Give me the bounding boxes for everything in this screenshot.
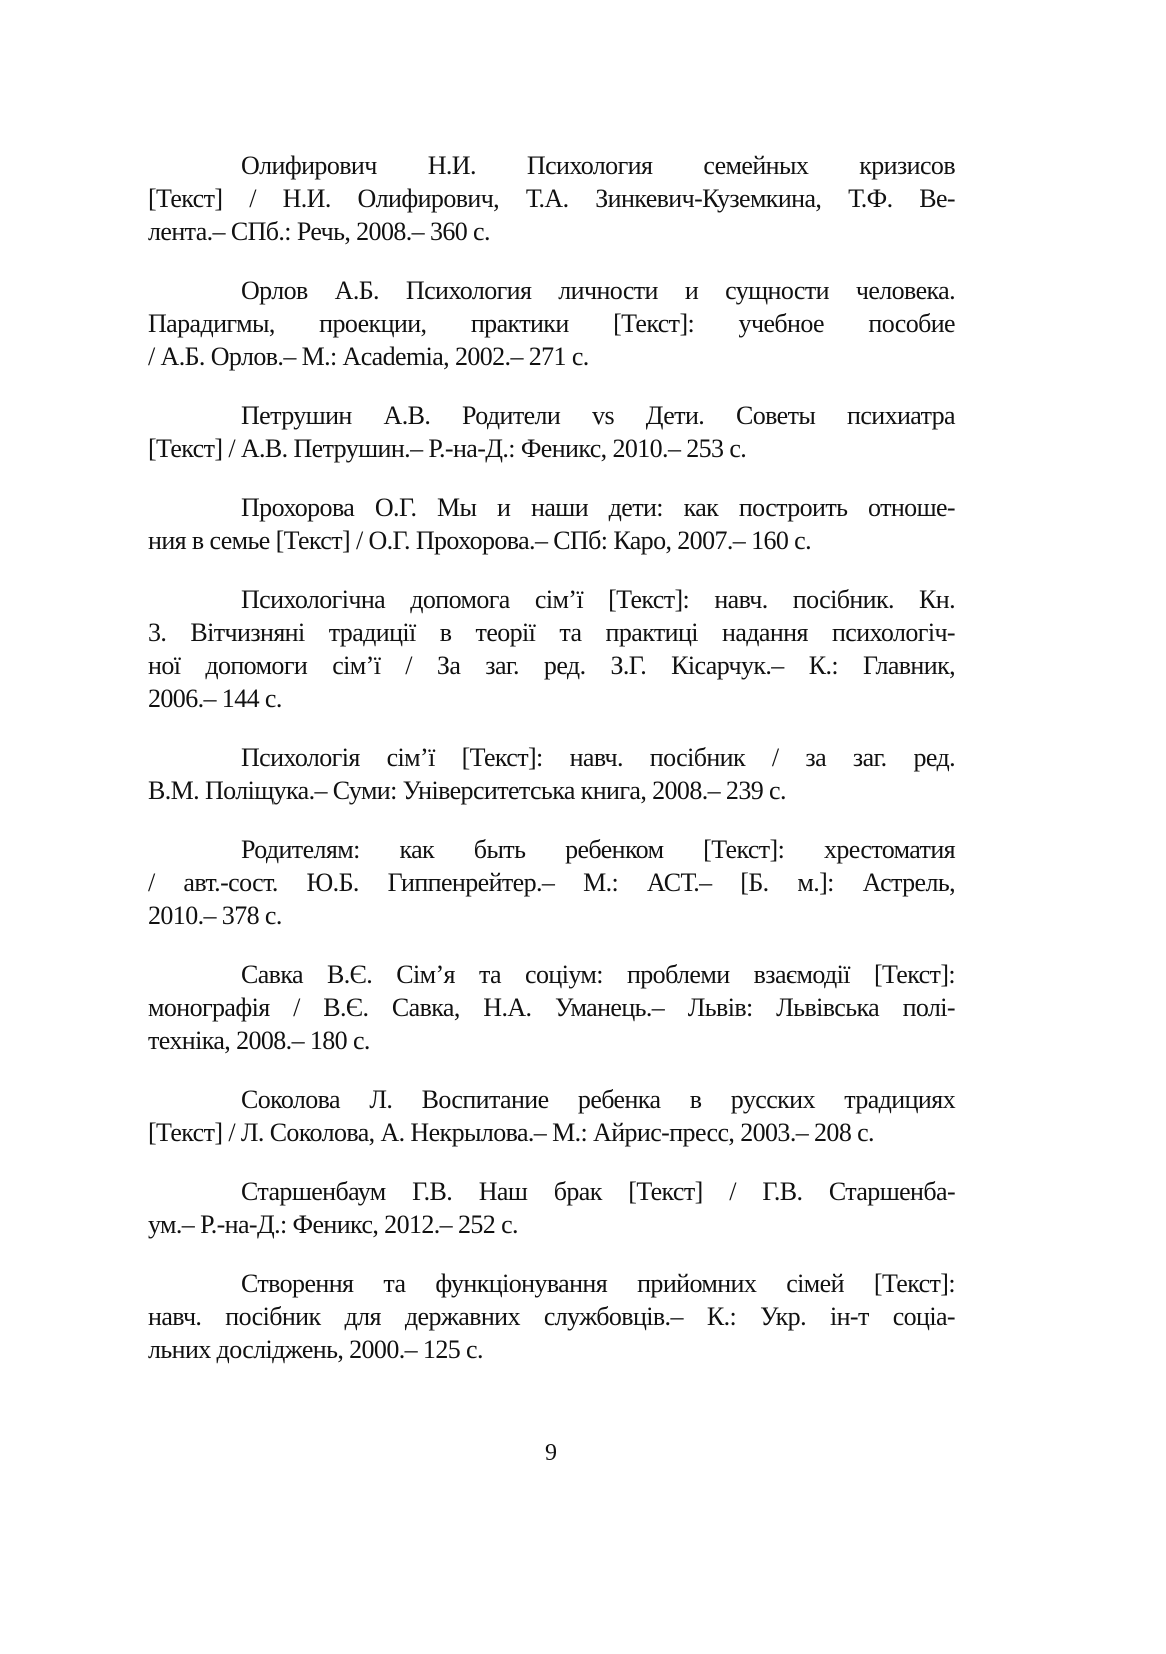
bibliography-entry bbox=[148, 833, 955, 932]
entry-line: ної допомоги сім’ї / За заг. ред. З.Г. Кісарчук.– К.: Главник, bbox=[148, 651, 955, 680]
entry-line: Психологія сім’ї [Текст]: навч. посібник / за заг. ред. bbox=[241, 743, 955, 772]
entry-line: Парадигмы, проекции, практики [Текст]: учебное пособие bbox=[148, 309, 955, 338]
bibliography-entry bbox=[148, 149, 955, 248]
bibliography-entry bbox=[148, 399, 955, 465]
entry-line: [Текст] / Н.И. Олифирович, Т.А. Зинкевич-Куземкина, Т.Ф. Ве- bbox=[148, 184, 955, 213]
entry-line: [Текст] / Л. Соколова, А. Некрылова.– М.: Айрис-пресс, 2003.– 208 с. bbox=[148, 1118, 874, 1147]
entry-line: ния в семье [Текст] / О.Г. Прохорова.– СПб: Каро, 2007.– 160 с. bbox=[148, 526, 812, 555]
page-number: 9 bbox=[545, 1440, 557, 1466]
entry-line: [Текст] / А.В. Петрушин.– Р.-на-Д.: Феникс, 2010.– 253 с. bbox=[148, 434, 747, 463]
bibliography-entry bbox=[148, 1083, 955, 1149]
bibliography-entry bbox=[148, 274, 955, 373]
entry-line: монографія / В.Є. Савка, Н.А. Уманець.– Львів: Львівська полі- bbox=[148, 993, 955, 1022]
entry-line: Психологічна допомога сім’ї [Текст]: навч. посібник. Кн. bbox=[241, 585, 955, 614]
entry-line: ум.– Р.-на-Д.: Феникс, 2012.– 252 с. bbox=[148, 1210, 518, 1239]
entry-line: лента.– СПб.: Речь, 2008.– 360 с. bbox=[148, 217, 490, 246]
bibliography-entry bbox=[148, 958, 955, 1057]
entry-line: / А.Б. Орлов.– М.: Academia, 2002.– 271 с. bbox=[148, 342, 589, 371]
bibliography-entry bbox=[148, 583, 955, 715]
entry-line: Родителям: как быть ребенком [Текст]: хрестоматия bbox=[241, 835, 955, 864]
entry-line: Петрушин А.В. Родители vs Дети. Советы психиатра bbox=[241, 401, 955, 430]
entry-line: Прохорова О.Г. Мы и наши дети: как построить отноше- bbox=[241, 493, 955, 522]
entry-line: / авт.-сост. Ю.Б. Гиппенрейтер.– М.: АСТ.– [Б. м.]: Астрель, bbox=[148, 868, 955, 897]
entry-line: техніка, 2008.– 180 с. bbox=[148, 1026, 370, 1055]
entry-line: Савка В.Є. Сім’я та соціум: проблеми взаємодії [Текст]: bbox=[241, 960, 955, 989]
entry-line: Створення та функціонування прийомних сімей [Текст]: bbox=[241, 1269, 955, 1298]
entry-line: Олифирович Н.И. Психология семейных кризисов bbox=[241, 151, 955, 180]
entry-line: 2006.– 144 с. bbox=[148, 684, 282, 713]
entry-line: Соколова Л. Воспитание ребенка в русских традициях bbox=[241, 1085, 955, 1114]
entry-line: льних досліджень, 2000.– 125 с. bbox=[148, 1335, 483, 1364]
entry-line: Старшенбаум Г.В. Наш брак [Текст] / Г.В. Старшенба- bbox=[241, 1177, 955, 1206]
entry-line: 2010.– 378 с. bbox=[148, 901, 282, 930]
bibliography-entry bbox=[148, 491, 955, 557]
bibliography-entry bbox=[148, 741, 955, 807]
bibliography-list bbox=[148, 149, 955, 1392]
bibliography-entry bbox=[148, 1175, 955, 1241]
entry-line: Орлов А.Б. Психология личности и сущности человека. bbox=[241, 276, 955, 305]
entry-line: В.М. Поліщука.– Суми: Університетська книга, 2008.– 239 с. bbox=[148, 776, 786, 805]
bibliography-entry bbox=[148, 1267, 955, 1366]
entry-line: навч. посібник для державних службовців.– К.: Укр. ін-т соціа- bbox=[148, 1302, 955, 1331]
entry-line: 3. Вітчизняні традиції в теорії та практиці надання психологіч- bbox=[148, 618, 955, 647]
